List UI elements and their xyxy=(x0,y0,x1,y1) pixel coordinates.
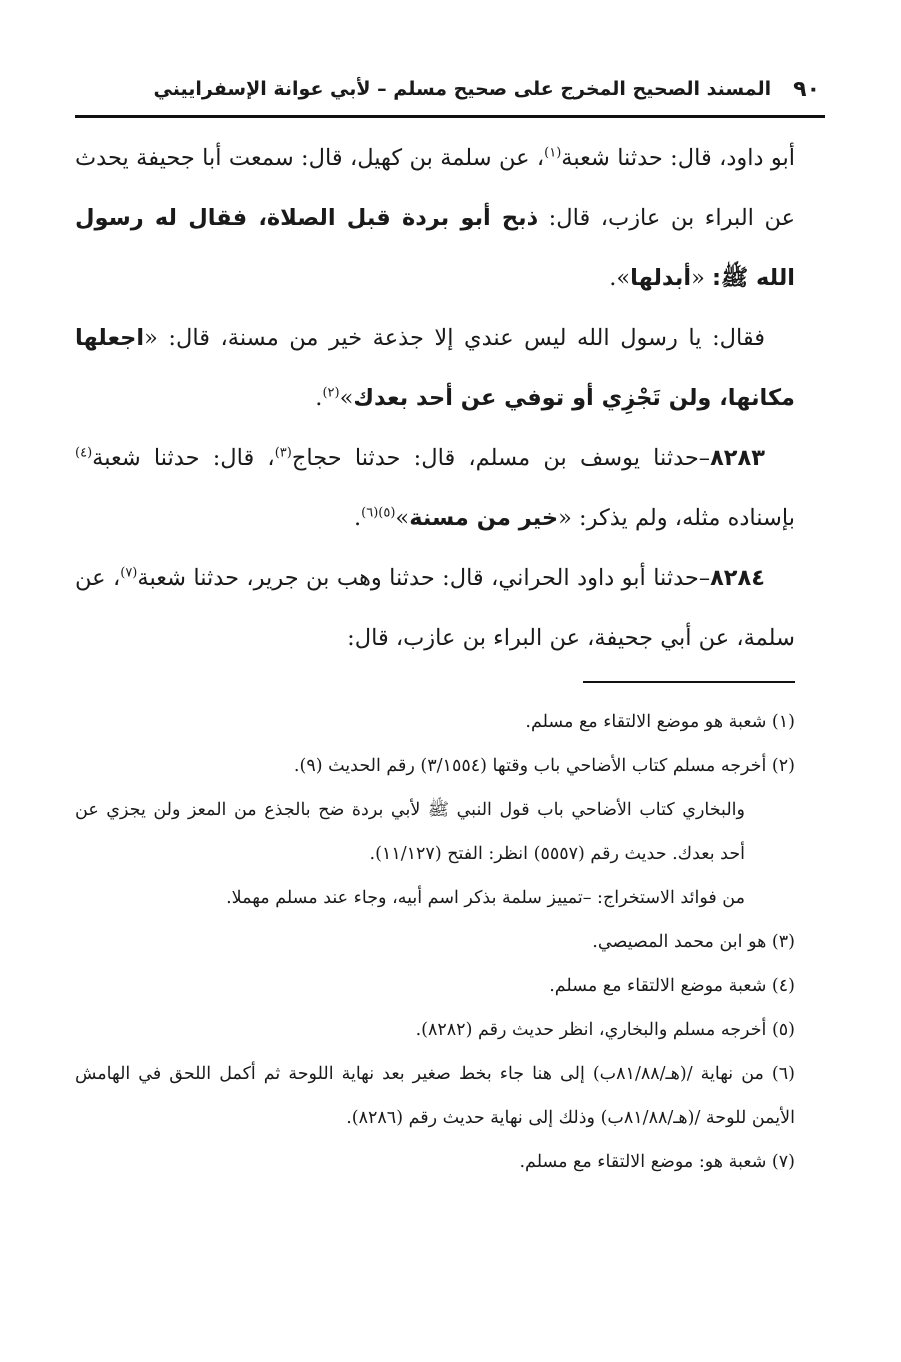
bold-text: ذبح أبو بردة قبل الصلاة، فقال له رسول الله ﷺ: xyxy=(75,205,795,291)
footnote-ref: (٢) xyxy=(322,385,340,401)
footnote-1: (١) شعبة هو موضع الالتقاء مع مسلم. xyxy=(525,712,795,732)
text-run: » xyxy=(339,385,354,411)
footnote-ref: (٤) xyxy=(75,445,93,461)
text-run: ، عن سلمة، عن أبي جحيفة، عن البراء بن عازب، قال: xyxy=(75,565,795,651)
footnote-6: (٦) من نهاية /(هـ/٨١/٨٨ب) إلى هنا جاء بخط صغير بعد نهاية اللوحة ثم أكمل اللحق في الهامش الأيمن للوحة /(هـ/٨١/٨٨ب) وذلك إلى نهاية حديث رقم (٨٢٨٦). xyxy=(75,1064,795,1128)
hadith-8284 xyxy=(75,548,795,668)
footnote-5: (٥) أخرجه مسلم والبخاري، انظر حديث رقم (٨٢٨٢). xyxy=(415,1020,795,1040)
hadith-number: ٨٢٨٣ xyxy=(710,445,765,471)
text-run: « xyxy=(691,265,712,291)
footnotes xyxy=(75,700,795,1184)
text-run: ، عن سلمة بن كهيل، قال: سمعت أبا جحيفة يحدث عن البراء بن عازب، قال: xyxy=(75,145,795,231)
text-run: –حدثنا يوسف بن مسلم، قال: حدثنا حجاج xyxy=(291,445,711,471)
footnote-separator xyxy=(583,681,795,683)
main-text xyxy=(75,128,795,668)
text-run: . xyxy=(315,385,323,411)
footnote-2-continuation: والبخاري كتاب الأضاحي باب قول النبي ﷺ لأبي بردة ضح بالجذع من المعز ولن يجزي عن أحد بعدك. حديث رقم (٥٥٥٧) انظر: الفتح (١١/١٢٧). xyxy=(75,800,745,864)
text-run: ». xyxy=(609,265,631,291)
header-divider xyxy=(75,115,825,118)
footnote-4: (٤) شعبة موضع الالتقاء مع مسلم. xyxy=(549,976,795,996)
footnote-ref: (٣) xyxy=(274,445,292,461)
header-title: المسند الصحيح المخرج على صحيح مسلم – لأبي عوانة الإسفراييني xyxy=(153,78,772,100)
paragraph-2 xyxy=(75,308,795,428)
hadith-number: ٨٢٨٤ xyxy=(710,565,766,591)
bold-text: أبدلها xyxy=(630,265,692,291)
footnote-3: (٣) هو ابن محمد المصيصي. xyxy=(592,932,795,952)
running-header xyxy=(150,74,820,104)
text-run: أبو داود، قال: حدثنا شعبة xyxy=(561,145,795,171)
page-number: ٩٠ xyxy=(793,76,820,102)
footnote-2-note: من فوائد الاستخراج: –تمييز سلمة بذكر اسم أبيه، وجاء عند مسلم مهملا. xyxy=(226,888,745,908)
text-run: فقال: يا رسول الله ليس عندي إلا جذعة خير من مسنة، قال: « xyxy=(144,325,765,351)
hadith-8283 xyxy=(75,428,795,548)
bold-text: خير من مسنة xyxy=(409,505,559,531)
text-run: » xyxy=(395,505,410,531)
footnote-ref: (٥)(٦) xyxy=(361,505,396,521)
text-run: –حدثنا أبو داود الحراني، قال: حدثنا وهب بن جرير، حدثنا شعبة xyxy=(137,565,711,591)
footnote-7: (٧) شعبة هو: موضع الالتقاء مع مسلم. xyxy=(519,1152,795,1172)
text-run: بإسناده مثله، ولم يذكر: « xyxy=(558,505,795,531)
footnote-2: (٢) أخرجه مسلم كتاب الأضاحي باب وقتها (٣/١٥٥٤) رقم الحديث (٩). xyxy=(293,756,795,776)
footnote-ref: (١) xyxy=(544,145,562,161)
text-run: . xyxy=(353,505,362,531)
bold-text: اجعلها مكانها، ولن تَجْزِي أو توفي عن أحد بعدك xyxy=(75,325,795,411)
footnote-ref: (٧) xyxy=(120,565,138,581)
paragraph-1 xyxy=(75,128,795,308)
text-run: ، قال: حدثنا شعبة xyxy=(92,445,275,471)
